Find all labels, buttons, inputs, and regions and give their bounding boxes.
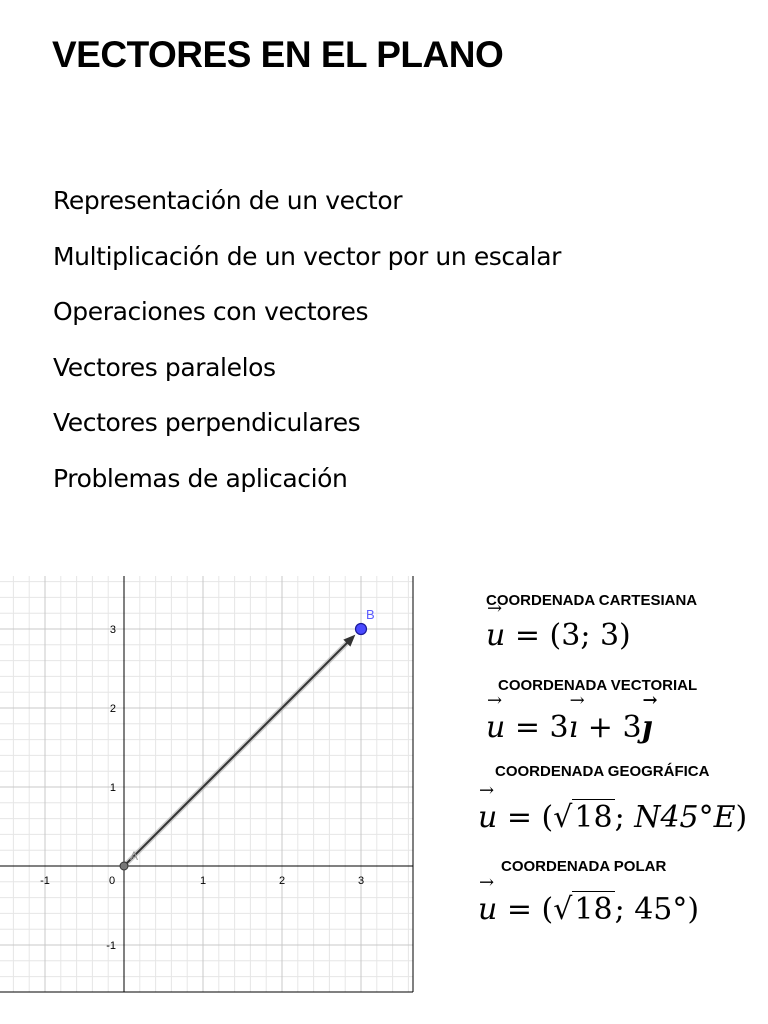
vector-graph: [0, 576, 415, 994]
coord-label-vectorial: COORDENADA VECTORIAL: [498, 677, 698, 694]
formula-text: = 3: [505, 710, 569, 745]
y-tick-label: 3: [109, 624, 116, 636]
formula-text: + 3: [578, 710, 642, 745]
topic-item: Vectores paralelos: [53, 352, 276, 382]
radical-sign: √: [553, 892, 573, 927]
y-tick-label: -1: [106, 940, 116, 952]
x-tick-label: -1: [40, 875, 50, 887]
radicand: 18: [574, 800, 613, 835]
topic-item: Problemas de aplicación: [53, 463, 348, 493]
x-tick-label: 0: [108, 875, 116, 887]
point-a-label: A: [130, 849, 139, 863]
x-tick-label: 1: [199, 875, 207, 887]
direction-text: N45°E: [634, 800, 736, 835]
formula-geographic: [478, 800, 747, 835]
x-tick-label: 2: [278, 875, 286, 887]
formula-polar: [478, 892, 699, 927]
point-b: [356, 624, 367, 635]
coord-label-geographic: COORDENADA GEOGRÁFICA: [495, 763, 710, 780]
topic-item: Operaciones con vectores: [53, 297, 369, 327]
y-tick-label: 2: [109, 703, 116, 715]
formula-text: ; 45°): [614, 892, 700, 927]
topic-item: Vectores perpendiculares: [53, 408, 361, 438]
formula-text: = (: [497, 800, 554, 835]
vector-u-symbol: → u: [478, 800, 497, 835]
topic-list: [53, 182, 561, 516]
page-title: VECTORES EN EL PLANO: [52, 34, 504, 75]
unit-vector-i: → ı: [569, 710, 579, 745]
formula-text: = (: [497, 892, 554, 927]
formula-cartesian: [486, 618, 631, 653]
vector-u-symbol: → u: [478, 892, 497, 927]
vector-u-symbol: → u: [486, 618, 505, 653]
square-root: [553, 800, 614, 835]
topic-item: Multiplicación de un vector por un escalar: [53, 241, 562, 271]
topic-item: Representación de un vector: [53, 186, 403, 215]
vector-group: [120, 607, 375, 870]
y-tick-label: 1: [109, 782, 116, 794]
unit-vector-j: → ȷ: [642, 710, 653, 745]
x-tick-label: 3: [357, 875, 365, 887]
radicand: 18: [574, 892, 613, 927]
coord-label-cartesian: COORDENADA CARTESIANA: [486, 592, 698, 609]
formula-vectorial: [486, 710, 652, 745]
square-root: [553, 892, 614, 927]
radical-sign: √: [553, 800, 573, 835]
formula-text: ): [735, 800, 748, 835]
vector-u-symbol: → u: [486, 710, 505, 745]
point-b-label: B: [366, 607, 375, 622]
formula-text: = (3; 3): [505, 618, 631, 653]
point-a: [120, 862, 128, 870]
formula-text: ;: [614, 800, 635, 835]
vector-line: [124, 642, 348, 866]
coord-label-polar: COORDENADA POLAR: [501, 858, 667, 875]
